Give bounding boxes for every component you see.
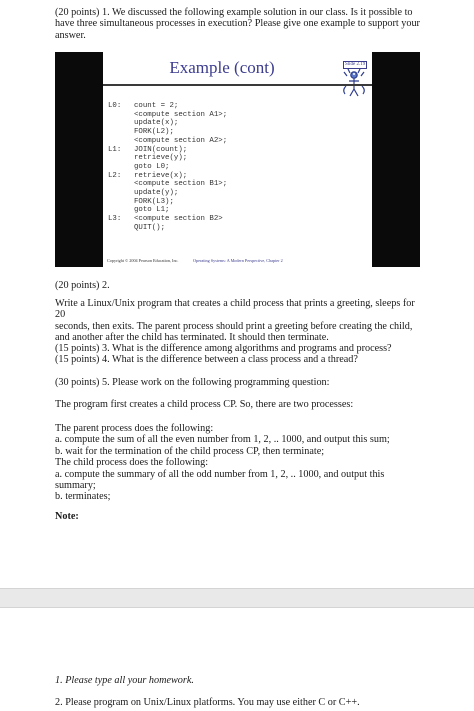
slide-code-line: [108, 198, 368, 207]
slide-code-line: [108, 215, 368, 224]
question-5-line: b. wait for the termination of the child process CP, then terminate;: [55, 445, 325, 457]
slide-code-text: retrieve(y);: [134, 154, 188, 163]
instruction-1: 1. Please type all your homework.: [55, 675, 194, 686]
lecture-slide-image: [55, 52, 420, 267]
slide-right-bar: [372, 52, 420, 267]
question-5-line: b. terminates;: [55, 491, 111, 503]
question-2-line: seconds, then exits. The parent process should print a greeting before creating the child,: [55, 320, 413, 332]
question-5-line: a. compute the sum of all the even number from 1, 2, .. 1000, and output this sum;: [55, 434, 390, 446]
slide-code-line: [108, 163, 368, 172]
question-1-line: answer.: [55, 29, 86, 41]
slide-code-text: goto L0;: [134, 162, 170, 171]
slide-code-line: [108, 172, 368, 181]
question-4: (15 points) 4. What is the difference between a class process and a thread?: [55, 354, 358, 366]
slide-code-line: [108, 111, 368, 120]
slide-code-label: L0:: [108, 102, 122, 110]
slide-code-block: [108, 102, 368, 233]
slide-code-line: [108, 154, 368, 163]
slide-divider: [103, 84, 372, 86]
slide-number: Slide 2.19: [345, 62, 366, 67]
slide-code-line: [108, 102, 368, 111]
question-5-line: The child process does the following:: [55, 457, 209, 469]
questions-3-4: [55, 343, 425, 366]
question-2-heading: (20 points) 2.: [55, 280, 110, 291]
slide-code-text: update(x);: [134, 119, 179, 128]
slide-code-line: [108, 189, 368, 198]
question-5-heading: (30 points) 5. Please work on the following programming question:: [55, 377, 330, 388]
slide-copyright: Copyright © 2004 Pearson Education, Inc.: [107, 258, 179, 263]
slide-left-bar: [55, 52, 103, 267]
question-1: [55, 7, 425, 41]
slide-code-label: L3:: [108, 215, 122, 224]
slide-code-label: L2:: [108, 171, 122, 180]
question-2-line: and another after the child has terminated. It should then terminate.: [55, 332, 329, 344]
question-5-details: [55, 423, 425, 503]
instruction-2: 2. Please program on Unix/Linux platforms. You may use either C or C++.: [55, 697, 360, 708]
slide-book-title: Operating Systems: A Modern Perspective, Chapter 2: [193, 258, 283, 263]
slide-code-line: [108, 137, 368, 146]
question-5-line: The parent process does the following:: [55, 423, 214, 434]
question-2: [55, 298, 425, 344]
slide-code-text: QUIT();: [134, 223, 166, 232]
slide-code-text: <compute section A1>;: [134, 110, 228, 119]
slide-code-line: [108, 146, 368, 155]
slide-code-line: [108, 119, 368, 128]
slide-code-label: L1:: [108, 145, 122, 154]
question-1-line: (20 points) 1. We discussed the following example solution in our class. Is it possible to: [55, 7, 413, 18]
question-3: (15 points) 3. What is the difference among algorithms and programs and process?: [55, 343, 392, 354]
slide-code-text: count = 2;: [134, 102, 179, 110]
question-1-line: have three simultaneous processes in execution? Please give one example to support your: [55, 18, 420, 30]
slide-code-line: [108, 180, 368, 189]
question-5-line: a. compute the summary of all the odd number from 1, 2, .. 1000, and output this summary;: [55, 468, 385, 492]
slide-code-text: <compute section A2>;: [134, 136, 228, 145]
question-2-line: Write a Linux/Unix program that creates a child process that prints a greeting, sleeps for 20: [55, 298, 415, 321]
slide-code-text: update(y);: [134, 189, 179, 198]
slide-code-text: FORK(L2);: [134, 128, 174, 137]
slide-code-line: [108, 206, 368, 215]
note-label: Note:: [55, 511, 79, 522]
slide-code-text: retrieve(x);: [134, 171, 188, 180]
slide-code-line: [108, 224, 368, 233]
slide-code-text: JOIN(count);: [134, 145, 188, 154]
slide-code-text: <compute section B2>: [134, 215, 223, 224]
slide-title: Example (cont): [169, 58, 275, 77]
slide-content: [103, 52, 372, 267]
slide-code-text: FORK(L3);: [134, 197, 174, 206]
dinosaur-mascot-icon: [339, 66, 369, 100]
slide-code-text: goto L1;: [134, 206, 170, 215]
page-separator: [0, 588, 474, 608]
question-5-intro: The program first creates a child process CP. So, there are two processes:: [55, 399, 354, 410]
slide-code-text: <compute section B1>;: [134, 180, 228, 189]
slide-footer: [103, 255, 372, 265]
slide-code-line: [108, 128, 368, 137]
